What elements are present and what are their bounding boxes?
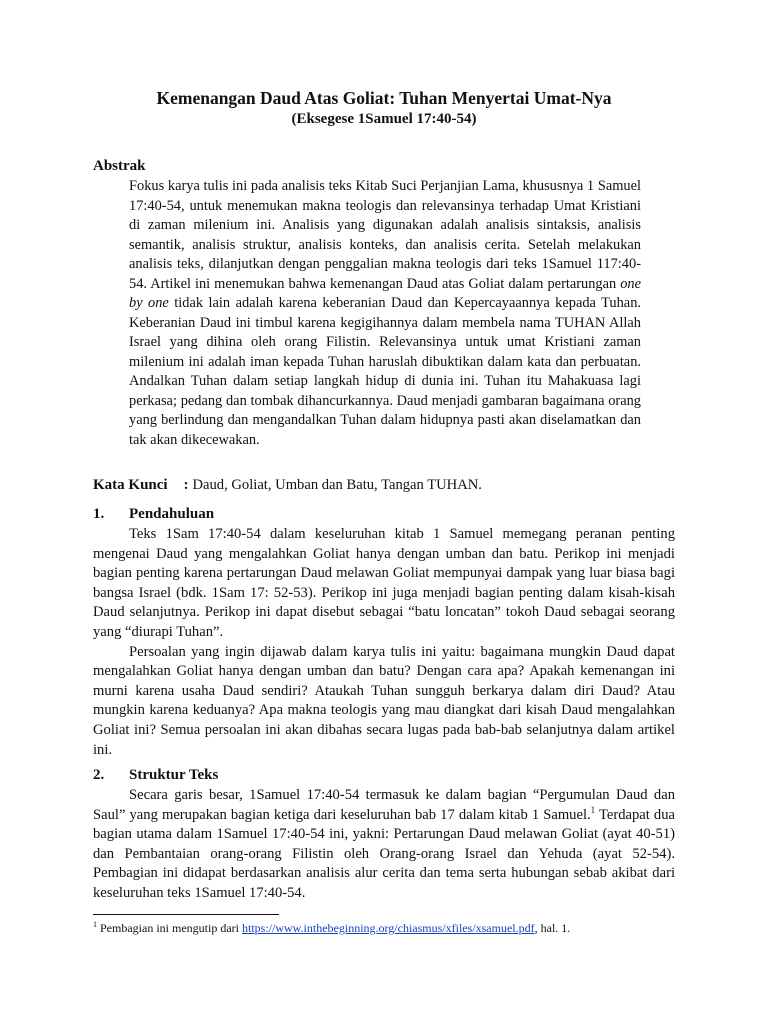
- section-body-pendahuluan: [93, 525, 675, 760]
- document-subtitle: (Eksegese 1Samuel 17:40-54): [291, 111, 477, 127]
- section-heading-pendahuluan: [93, 505, 214, 525]
- section-number: 1.: [93, 506, 105, 522]
- paragraph-text: Terdapat dua bagian utama dalam 1Samuel 17:40-54 ini, yakni: Pertarungan Daud melawan Goliat (ayat 40-51) dan Pembantaian orang-orang Filistin oleh Orang-orang Israel dan Yehuda (ayat 52-54). Pembagian ini didapat berdasarkan analisis alur cerita dan tema serta hubungan sebab akibat dari keseluruhan teks 1Samuel 17:40-54.: [93, 806, 675, 901]
- section-heading-struktur-teks: [93, 766, 218, 786]
- paragraph: [93, 786, 675, 904]
- section-number: 2.: [93, 767, 105, 783]
- footnote-link[interactable]: https://www.inthebeginning.org/chiasmus/xfiles/xsamuel.pdf: [241, 921, 535, 935]
- footnote-reference[interactable]: 1: [590, 804, 596, 815]
- keywords-value: Daud, Goliat, Umban dan Batu, Tangan TUHAN.: [192, 477, 482, 493]
- section-title: Pendahuluan: [129, 506, 215, 522]
- keywords-label: Kata Kunci: [93, 477, 168, 493]
- abstract-text-part-2: tidak lain adalah karena keberanian Daud dan Kepercayaannya kepada Tuhan. Keberanian Daud ini timbul karena kegigihannya dalam membela nama TUHAN Allah Israel yang dihina oleh orang Filistin. Relevansinya untuk umat Kristiani zaman milenium ini adalah iman kepada Tuhan haruslah dibuktikan dalam kata dan perbuatan. Andalkan Tuhan dalam setiap langkah hidup di dunia ini. Tuhan itu Mahakuasa lagi perkasa; pedang dan tombak dihancurkannya. Daud menjadi gambaran bagaimana orang yang berlindung dan mengandalkan Tuhan dalam hidupnya pasti akan diselamatkan dan tak akan dikecewakan.: [129, 295, 641, 448]
- section-title: Struktur Teks: [129, 767, 219, 783]
- section-body-struktur-teks: [93, 786, 675, 904]
- footnote-text-end: , hal. 1.: [534, 921, 571, 935]
- paragraph: Persoalan yang ingin dijawab dalam karya tulis ini yaitu: bagaimana mungkin Daud dapat mengalahkan Goliat hanya dengan umban dan batu? Dengan cara apa? Apakah kemenangan ini murni karena usaha Daud sendiri? Ataukah Tuhan sungguh berkarya dalam diri Daud? Atau mungkin karena keduanya? Apa makna teologis yang mau diangkat dari kisah Daud mengalahkan Goliat ini? Semua persoalan ini akan dibahas secara lugas pada bab-bab selanjutnya dalam artikel ini.: [93, 643, 675, 758]
- footnote-mark: 1: [93, 920, 97, 929]
- footnote: [93, 920, 675, 936]
- footnote-divider: [93, 914, 279, 915]
- document-title: Kemenangan Daud Atas Goliat: Tuhan Menyertai Umat-Nya: [156, 88, 612, 108]
- keywords-separator: :: [183, 477, 189, 493]
- paragraph: Teks 1Sam 17:40-54 dalam keseluruhan kitab 1 Samuel memegang peranan penting mengenai Daud yang mengalahkan Goliat hanya dengan umban dan batu. Perikop ini menjadi bagian penting karena pertarungan Daud melawan Goliat mempunyai dampak yang luar biasa bagi bangsa Israel (bdk. 1Sam 17: 52-53). Perikop ini juga menjadi bagian penting dalam kisah-kisah Daud selanjutnya. Perikop ini dapat disebut sebagai “batu loncatan” tokoh Daud sebagai seorang yang “diurapi Tuhan”.: [93, 526, 675, 640]
- paragraph-text: Secara garis besar, 1Samuel 17:40-54 termasuk ke dalam bagian “Pergumulan Daud dan Saul” yang merupakan bagian ketiga dari keseluruhan bab 17 dalam kitab 1 Samuel.: [93, 787, 675, 823]
- abstract-text-part-1: Fokus karya tulis ini pada analisis teks Kitab Suci Perjanjian Lama, khususnya 1 Samuel 17:40-54, untuk menemukan makna teologis dan relevansinya terhadap Umat Kristiani di zaman milenium ini. Analisis yang digunakan adalah analisis sintaksis, analisis semantik, analisis struktur, analisis konteks, dan analisis cerita. Setelah melakukan analisis teks, dilanjutkan dengan penggalian makna teologis dari teks 1Samuel 117:40-54. Artikel ini menemukan bahwa kemenangan Daud atas Goliat dalam pertarungan: [129, 178, 641, 292]
- abstract-heading: Abstrak: [93, 158, 146, 174]
- keywords-line: [93, 476, 653, 496]
- abstract-body: [129, 177, 641, 450]
- abstract-italic-phrase: one by one: [129, 275, 641, 311]
- footnote-text: Pembagian ini mengutip dari: [97, 921, 242, 935]
